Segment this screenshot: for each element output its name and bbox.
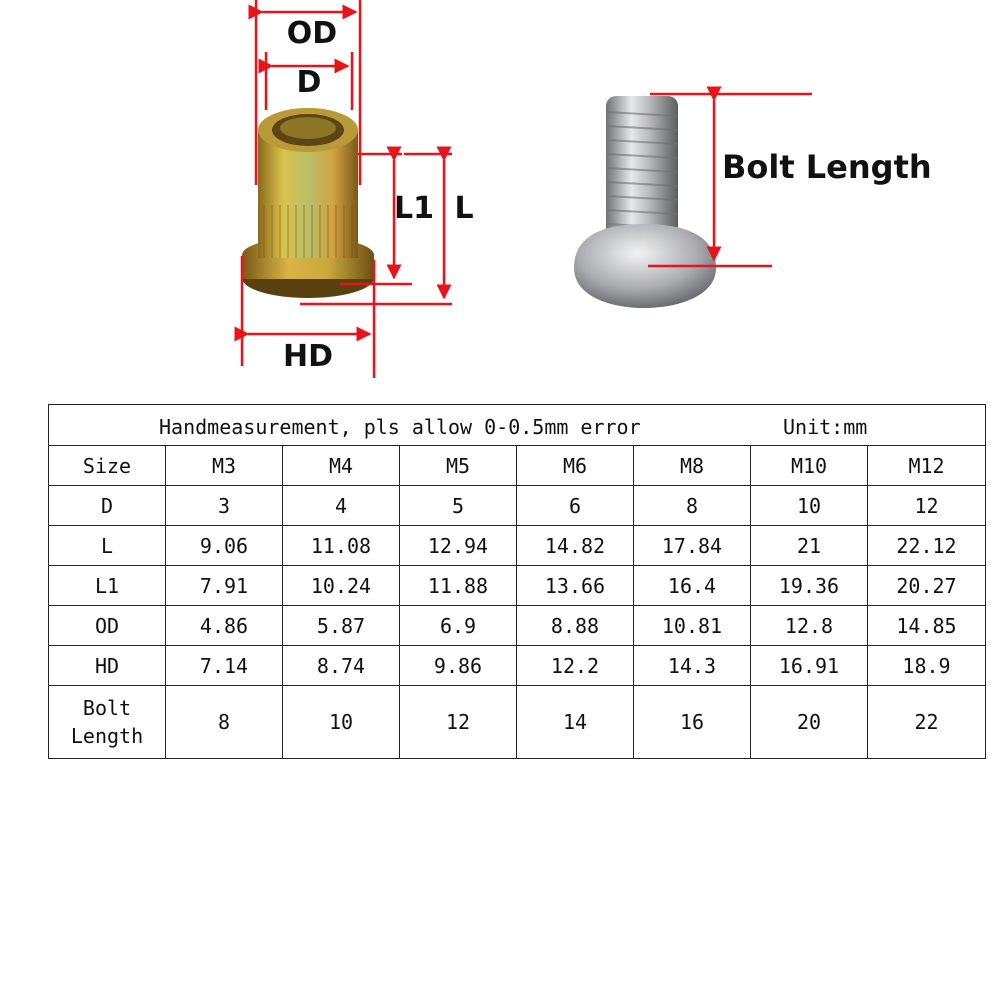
- table-cell: 21: [751, 526, 868, 566]
- table-cell: 20.27: [868, 566, 986, 606]
- row-label-line: Bolt: [82, 696, 132, 720]
- table-cell: 5.87: [283, 606, 400, 646]
- table-cell: 14.82: [517, 526, 634, 566]
- unit-note: Unit:mm: [783, 415, 868, 439]
- table-cell: 9.86: [400, 646, 517, 686]
- header-cell: M6: [517, 446, 634, 486]
- row-label: HD: [49, 646, 166, 686]
- table-cell: 10.81: [634, 606, 751, 646]
- row-label: L1: [49, 566, 166, 606]
- table-cell: 12.94: [400, 526, 517, 566]
- table-row-d: [49, 486, 986, 526]
- header-cell: M10: [751, 446, 868, 486]
- header-cell: M5: [400, 446, 517, 486]
- header-cell: M8: [634, 446, 751, 486]
- table-cell: 13.66: [517, 566, 634, 606]
- table-row-l1: [49, 566, 986, 606]
- table-cell: 4: [283, 486, 400, 526]
- table-cell: 10: [283, 686, 400, 759]
- table-cell: 14.85: [868, 606, 986, 646]
- header-cell: Size: [49, 446, 166, 486]
- header-cell: M12: [868, 446, 986, 486]
- table-cell: 17.84: [634, 526, 751, 566]
- table-cell: 16.91: [751, 646, 868, 686]
- table-cell: 14: [517, 686, 634, 759]
- table-cell: 12: [868, 486, 986, 526]
- row-label-line: Length: [70, 724, 144, 748]
- table-cell: 8.88: [517, 606, 634, 646]
- d-label: D: [296, 65, 322, 100]
- row-label: D: [49, 486, 166, 526]
- table-cell: 14.3: [634, 646, 751, 686]
- header-cell: M4: [283, 446, 400, 486]
- table-cell: 20: [751, 686, 868, 759]
- table-cell: 4.86: [166, 606, 283, 646]
- table-cell: 6.9: [400, 606, 517, 646]
- table-cell: 5: [400, 486, 517, 526]
- table-cell: 16.4: [634, 566, 751, 606]
- hd-label: HD: [282, 339, 334, 374]
- measurement-note: Handmeasurement, pls allow 0-0.5mm error: [159, 415, 641, 439]
- header-cell: M3: [166, 446, 283, 486]
- l1-label: L1: [394, 191, 434, 226]
- bolt-length-label: Bolt Length: [722, 148, 932, 186]
- table-cell: 12.8: [751, 606, 868, 646]
- l-label: L: [454, 191, 474, 226]
- table-cell: 19.36: [751, 566, 868, 606]
- table-cell: 22: [868, 686, 986, 759]
- table-cell: 12.2: [517, 646, 634, 686]
- product-diagram: [0, 0, 1000, 400]
- row-label: L: [49, 526, 166, 566]
- caption-cell: [49, 405, 986, 446]
- rivet-nut-image: [242, 108, 374, 298]
- od-label: OD: [286, 16, 338, 51]
- bolt-image: [574, 96, 716, 308]
- table-cell: 8: [634, 486, 751, 526]
- table-row-od: [49, 606, 986, 646]
- table-cell: 11.08: [283, 526, 400, 566]
- table-row-l: [49, 526, 986, 566]
- table-row-hd: [49, 646, 986, 686]
- table-cell: 18.9: [868, 646, 986, 686]
- table-cell: 16: [634, 686, 751, 759]
- table-cell: 10: [751, 486, 868, 526]
- spec-table: [48, 404, 986, 759]
- row-label: [49, 686, 166, 759]
- table-cell: 7.14: [166, 646, 283, 686]
- header-row: [49, 446, 986, 486]
- table-cell: 6: [517, 486, 634, 526]
- table-cell: 10.24: [283, 566, 400, 606]
- table-cell: 8: [166, 686, 283, 759]
- table-cell: 11.88: [400, 566, 517, 606]
- table-cell: 3: [166, 486, 283, 526]
- table-cell: 9.06: [166, 526, 283, 566]
- table-cell: 22.12: [868, 526, 986, 566]
- row-label: OD: [49, 606, 166, 646]
- table-row-bolt-length: [49, 686, 986, 759]
- table-cell: 7.91: [166, 566, 283, 606]
- table-cell: 8.74: [283, 646, 400, 686]
- caption-row: [49, 405, 986, 446]
- table-cell: 12: [400, 686, 517, 759]
